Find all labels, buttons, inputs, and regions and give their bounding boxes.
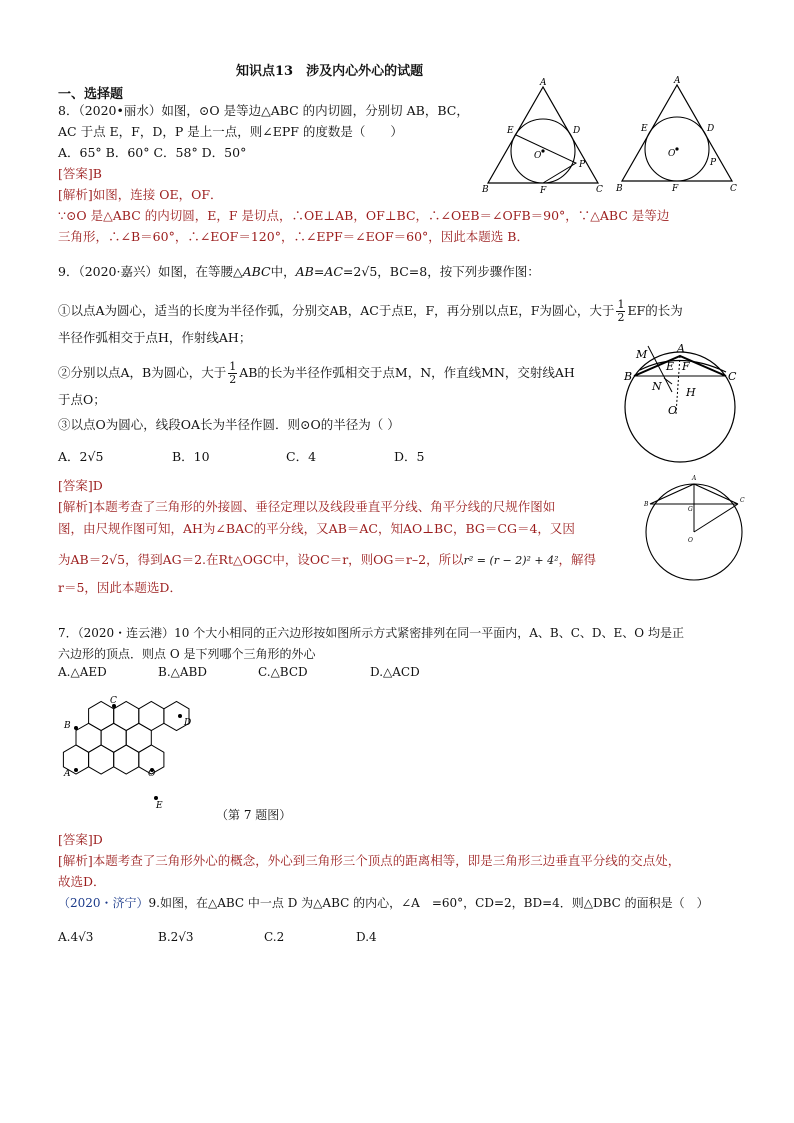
q8-fig2-label: A: [674, 76, 681, 86]
section-heading: 一、选择题: [58, 87, 124, 102]
q9-answer: [答案]D: [58, 478, 103, 493]
q7-option-b: B.△ABD: [158, 665, 207, 679]
q9b-text: 9.如图，在△ABC 中一点 D 为△ABC 的内心，∠A =60°，CD=2，BD=4．则△DBC 的面积是（ ）: [148, 896, 709, 910]
fraction-numerator: 1: [229, 360, 237, 373]
q9b-option-b: [158, 930, 194, 944]
q8-fig2-label: E: [641, 124, 648, 134]
q8-fig1-label: P: [579, 160, 586, 170]
q9-fig1-label: A: [677, 342, 685, 355]
hexagon-cell: [114, 702, 139, 731]
q9-exp3-text: ，解得: [558, 552, 597, 567]
q9b-question: [58, 894, 709, 911]
q9-fig1-label: E: [666, 360, 675, 373]
q9-option-a-label: A．: [58, 449, 80, 464]
q9-fig2-label: A: [692, 475, 697, 482]
q9b-source: （2020・济宁）: [58, 896, 149, 910]
q9-step1: [58, 299, 683, 324]
q9-heading-part: ABC: [242, 264, 271, 279]
q7-fig-label: C: [110, 696, 117, 706]
q7-fig-label: E: [156, 801, 163, 811]
q9-option-d: D．5: [394, 449, 425, 464]
q9-explanation-4: r＝5，因此本题选D．: [58, 580, 182, 595]
q9-exp3-text: √5: [109, 552, 126, 567]
hexagon-cell: [101, 723, 126, 752]
q9-heading: [58, 262, 540, 280]
q9-heading-part: ，BC=8，按下列步骤作图：: [377, 264, 540, 279]
q9-heading-part: 中，: [270, 264, 296, 279]
q9b-option-b-label: B.2: [158, 930, 179, 944]
q8-fig2-label: B: [616, 184, 623, 194]
half-fraction: [228, 361, 237, 386]
q7-fig-label: O: [148, 769, 156, 779]
q9-step3: ③以点O为圆心，线段OA长为半径作圆．则⊙O的半径为（ ）: [58, 417, 400, 432]
q9-fig2-label: O: [688, 537, 693, 544]
page-title: 知识点13 涉及内心外心的试题: [236, 64, 424, 79]
hexagon-vertex-dot: [154, 796, 158, 800]
fraction-denominator: 2: [617, 311, 625, 324]
hexagon-cell: [76, 723, 101, 752]
q9-explanation-3: [58, 550, 596, 568]
q9b-option-b-value: √3: [178, 930, 194, 944]
q8-options: A．65° B．60° C．58° D．50°: [58, 145, 247, 160]
fraction-numerator: 1: [617, 298, 625, 311]
q9-step2: [58, 361, 575, 386]
q8-figure-2: [614, 75, 744, 195]
q8-fig1-label: O: [534, 151, 542, 161]
q8-explanation-2: ∵⊙O 是△ABC 的内切圆，E，F 是切点，∴OE⊥AB，OF⊥BC，∴∠OEB＝∠OFB＝90°，∵△ABC 是等边: [58, 208, 670, 223]
q9-figure-2: [644, 474, 754, 584]
q9b-option-a: [58, 930, 93, 944]
q8-fig1-label: E: [507, 126, 514, 136]
q8-explanation-3: 三角形，∴∠B＝60°，∴∠EOF＝120°，∴∠EPF＝∠EOF＝60°，因此本题选 B．: [58, 229, 529, 244]
q9b-option-a-label: A.4: [58, 930, 79, 944]
q9-fig1-label: B: [624, 370, 633, 383]
q8-fig1-label: F: [540, 186, 547, 196]
q9-fig1-label: O: [668, 404, 678, 417]
q8-line1: 8．（2020•丽水）如图，⊙O 是等边△ABC 的内切圆，分别切 AB，BC，: [58, 103, 469, 118]
q7-line1: 7．（2020・连云港）10 个大小相同的正六边形按如图所示方式紧密排列在同一平面内，A、B、C、D、E、O 均是正: [58, 626, 684, 640]
q8-fig2-label: F: [672, 184, 679, 194]
q9-option-a: [58, 447, 103, 465]
q9-option-c: C．4: [286, 449, 317, 464]
q9-heading-part: 2√5: [353, 264, 378, 279]
q9-fig2-label: B: [644, 501, 649, 508]
q9b-option-d: D.4: [356, 930, 377, 944]
q9-figure-1: [624, 340, 754, 475]
q8-line2: AC 于点 E，F，D，P 是上一点，则∠EPF 的度数是（ ）: [58, 124, 403, 139]
q9-exp3-text: 为AB＝2: [58, 552, 110, 567]
q8-fig2-label: O: [668, 149, 676, 159]
q9-fig2-label: C: [740, 497, 745, 504]
hexagon-vertex-dot: [178, 714, 182, 718]
q7-line2: 六边形的顶点．则点 O 是下列哪个三角形的外心: [58, 647, 316, 661]
q7-answer: [答案]D: [58, 832, 103, 847]
q7-option-c: C.△BCD: [258, 665, 308, 679]
q8-fig2-label: D: [707, 124, 715, 134]
q9-exp3-text: ，得到AG＝2.在Rt△OGC中，设OC＝r，则OG＝r–2，所以: [125, 552, 464, 567]
hexagon-vertex-dot: [74, 726, 78, 730]
fraction-denominator: 2: [229, 373, 237, 386]
q9-step1-text: EF的长为: [627, 303, 683, 318]
q9-fig2-label: G: [688, 506, 693, 513]
q7-fig-label: B: [64, 721, 71, 731]
q9-step1-cont: 半径作弧相交于点H，作射线AH；: [58, 330, 252, 345]
q9-equation: r² = (r − 2)² + 4²: [463, 554, 559, 567]
q7-hexagon-figure: [62, 692, 212, 812]
q8-fig2-label: P: [710, 158, 717, 168]
q8-fig2-label: C: [730, 184, 737, 194]
q8-explanation-1: [解析]如图，连接 OE，OF．: [58, 187, 223, 202]
q9-step2-cont: 于点O；: [58, 392, 106, 407]
q8-figure-1: [480, 75, 610, 195]
q8-fig1-label: D: [573, 126, 581, 136]
q9-fig1-label: F: [682, 360, 690, 373]
q9-option-a-value: 2√5: [79, 449, 104, 464]
q8-answer: [答案]B: [58, 166, 102, 181]
hexagon-cell: [89, 745, 114, 774]
q9-heading-part: 9．（2020·嘉兴）如图，在等腰△: [58, 264, 243, 279]
half-fraction: [616, 299, 625, 324]
q7-figure-caption: （第 7 题图）: [216, 808, 292, 822]
q9-explanation-1: [解析]本题考查了三角形的外接圆、垂径定理以及线段垂直平分线、角平分线的尺规作图如: [58, 499, 556, 514]
q7-fig-label: D: [184, 718, 192, 728]
hexagon-vertex-dot: [74, 768, 78, 772]
q9-step1-text: ①以点A为圆心，适当的长度为半径作弧，分别交AB，AC于点E，F，再分别以点E，F为圆心，大于: [58, 303, 615, 318]
q9-fig1-label: M: [636, 348, 648, 361]
q9-option-b: B．10: [172, 449, 210, 464]
q9-heading-part: AB=AC=: [295, 264, 354, 279]
hexagon-cell: [114, 745, 139, 774]
q7-explanation-1: [解析]本题考查了三角形外心的概念，外心到三角形三个顶点的距离相等，即是三角形三边垂直平分线的交点处，: [58, 853, 681, 868]
q9-step2-text: AB的长为半径作弧相交于点M，N，作直线MN，交射线AH: [239, 365, 575, 380]
q9-step2-text: ②分别以点A，B为圆心，大于: [58, 365, 227, 380]
q7-option-a: A.△AED: [58, 665, 107, 679]
q9-fig1-label: C: [728, 370, 737, 383]
q9b-option-c: C.2: [264, 930, 285, 944]
q9-explanation-2: 图，由尺规作图可知，AH为∠BAC的平分线，又AB＝AC，知AO⊥BC，BG＝CG＝4，又因: [58, 521, 575, 536]
q7-explanation-2: 故选D．: [58, 874, 106, 889]
q8-fig1-label: B: [482, 185, 489, 195]
q8-fig1-label: A: [540, 78, 547, 88]
q7-option-d: D.△ACD: [370, 665, 420, 679]
q9-fig1-label: N: [652, 380, 662, 393]
q9-fig1-label: H: [686, 386, 696, 399]
hexagon-cell: [139, 702, 164, 731]
q7-fig-label: A: [64, 769, 71, 779]
q8-fig1-label: C: [596, 185, 603, 195]
hexagon-cell: [126, 723, 151, 752]
q9b-option-a-value: √3: [78, 930, 94, 944]
